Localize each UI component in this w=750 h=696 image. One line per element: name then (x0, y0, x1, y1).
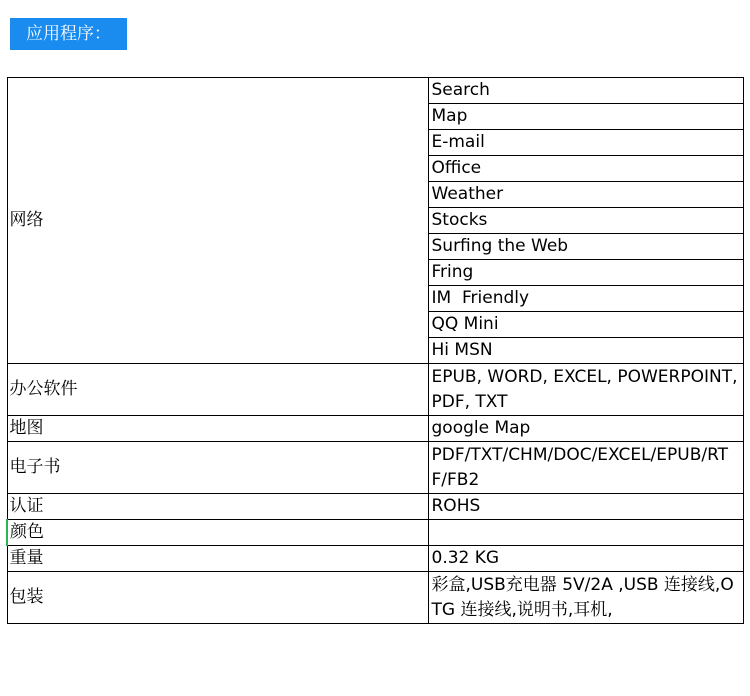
network-value-qq: QQ Mini (428, 312, 743, 338)
row-label-network: 网络 (7, 78, 428, 364)
network-value-search: Search (428, 78, 743, 104)
row-value-color (428, 520, 743, 546)
row-label-office: 办公软件 (7, 364, 428, 416)
network-value-weather: Weather (428, 182, 743, 208)
table-row-package (7, 572, 743, 624)
table-row-office (7, 364, 743, 416)
section-title-tag: 应用程序： (10, 18, 127, 50)
network-value-fring: Fring (428, 260, 743, 286)
table-row-ebook (7, 442, 743, 494)
row-value-package: 彩盒,USB充电器 5V/2A ,USB 连接线,OTG 连接线,说明书,耳机, (428, 572, 743, 624)
network-value-map: Map (428, 104, 743, 130)
row-label-ebook: 电子书 (7, 442, 428, 494)
network-value-email: E-mail (428, 130, 743, 156)
table-row-certification (7, 494, 743, 520)
network-value-office: Office (428, 156, 743, 182)
spec-table (6, 77, 744, 624)
row-label-package: 包装 (7, 572, 428, 624)
row-value-map: google Map (428, 416, 743, 442)
network-value-stocks: Stocks (428, 208, 743, 234)
table-row-weight (7, 546, 743, 572)
network-value-im: IM Friendly (428, 286, 743, 312)
network-value-surfing: Surfing the Web (428, 234, 743, 260)
table-row-network (7, 78, 743, 104)
row-value-certification: ROHS (428, 494, 743, 520)
row-value-office: EPUB, WORD, EXCEL, POWERPOINT, PDF, TXT (428, 364, 743, 416)
row-label-certification: 认证 (7, 494, 428, 520)
table-row-map (7, 416, 743, 442)
network-value-msn: Hi MSN (428, 338, 743, 364)
row-label-weight: 重量 (7, 546, 428, 572)
row-label-map: 地图 (7, 416, 428, 442)
row-label-color: 颜色 (7, 520, 428, 546)
row-value-ebook: PDF/TXT/CHM/DOC/EXCEL/EPUB/RTF/FB2 (428, 442, 743, 494)
row-value-weight: 0.32 KG (428, 546, 743, 572)
table-row-color (7, 520, 743, 546)
